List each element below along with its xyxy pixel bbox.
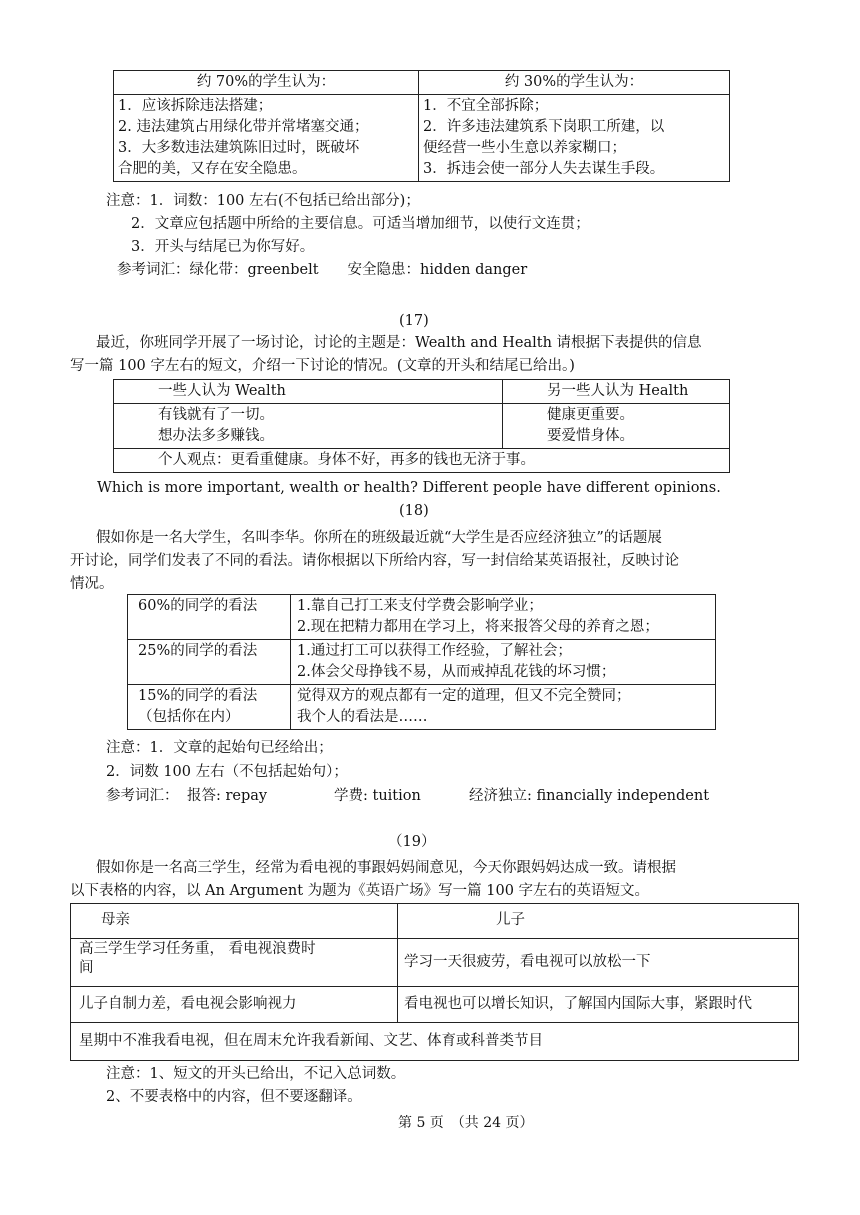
sec18-label-line: 15%的同学的看法 xyxy=(138,688,258,705)
sec19-r3: 星期中不准我看电视，但在周末允许我看新闻、文艺、体育或科普类节目 xyxy=(71,1023,799,1061)
sec18-row-content xyxy=(291,685,716,730)
sec18-row-content xyxy=(291,640,716,685)
argument-table xyxy=(70,903,799,1061)
table1-col1-line: 3．大多数违法建筑陈旧过时，既破坏 xyxy=(118,140,360,157)
sec19-r1c2: 学习一天很疲劳，看电视可以放松一下 xyxy=(398,939,799,987)
sec19-note: 2、不要表格中的内容，但不要逐翻译。 xyxy=(106,1089,362,1105)
section-18-intro: 假如你是一名大学生，名叫李华。你所在的班级最近就“大学生是否应经济独立”的话题展 xyxy=(96,530,662,546)
sec19-col2-header: 儿子 xyxy=(398,904,799,939)
sec18-vocab-label: 参考词汇： xyxy=(106,788,179,804)
section-19-number: （19） xyxy=(388,834,436,850)
sec18-content-line: 1.通过打工可以获得工作经验，了解社会； xyxy=(297,643,572,660)
section-19-intro: 以下表格的内容，以 An Argument 为题为《英语广场》写一篇 100 字左右的英语短文。 xyxy=(70,883,650,899)
wealth-health-table xyxy=(113,379,730,473)
sec17-col2-content xyxy=(503,404,730,449)
notes1-line: 2．文章应包括题中所给的主要信息。可适当增加细节，以使行文连贯； xyxy=(131,216,590,232)
sec17-col1-header: 一些人认为 Wealth xyxy=(114,380,503,404)
sec18-content-line: 2.现在把精力都用在学习上，将来报答父母的养育之恩； xyxy=(297,619,659,636)
section-18-intro: 情况。 xyxy=(70,576,114,592)
table1-col2-header: 约 30%的学生认为： xyxy=(419,71,730,95)
section-17-intro: 写一篇 100 字左右的短文，介绍一下讨论的情况。(文章的开头和结尾已给出。) xyxy=(70,358,575,374)
section-17-intro: 最近，你班同学开展了一场讨论，讨论的主题是：Wealth and Health 请根据下表提供的信息 xyxy=(96,335,702,351)
sec18-content-line: 觉得双方的观点都有一定的道理，但又不完全赞同； xyxy=(297,688,631,705)
section-19-intro: 假如你是一名高三学生，经常为看电视的事跟妈妈闹意见，今天你跟妈妈达成一致。请根据 xyxy=(96,860,676,876)
section-18-intro: 开讨论，同学们发表了不同的看法。请你根据以下所给内容，写一封信给某英语报社，反映讨论 xyxy=(70,553,679,569)
sec18-note: 2．词数 100 左右（不包括起始句）； xyxy=(106,764,348,780)
table1-col1-line: 合肥的美，又存在安全隐患。 xyxy=(118,161,307,178)
sec18-content-line: 1.靠自己打工来支付学费会影响学业； xyxy=(297,598,543,614)
sec18-content-line: 2.体会父母挣钱不易，从而戒掉乱花钱的坏习惯； xyxy=(297,664,616,681)
opinion-table-1 xyxy=(113,70,730,182)
sec18-label-line: 60%的同学的看法 xyxy=(138,598,258,614)
table1-col2-line: 1．不宜全部拆除； xyxy=(423,98,549,115)
table1-col1-line: 1．应该拆除违法搭建； xyxy=(118,98,273,115)
notes1-line: 注意：1．词数：100 左右(不包括已给出部分)； xyxy=(106,193,420,209)
sec17-col2-header: 另一些人认为 Health xyxy=(503,380,730,404)
sec17-col1-content xyxy=(114,404,503,449)
page-footer: 第 5 页 （共 24 页） xyxy=(398,1115,534,1131)
sec18-vocab-item: 报答: repay xyxy=(187,788,268,804)
section-17-number: (17) xyxy=(399,313,429,329)
sec18-vocab-item: 学费: tuition xyxy=(334,788,421,804)
table1-col2-line: 2．许多违法建筑系下岗职工所建，以 xyxy=(423,119,665,136)
sec17-col2-line: 健康更重要。 xyxy=(547,407,634,424)
sec18-vocab-item: 经济独立: financially independent xyxy=(469,788,710,804)
table1-col1-content xyxy=(114,95,419,182)
section-17-opening: Which is more important, wealth or health? Different people have different opinions. xyxy=(97,480,721,496)
sec19-col1-header: 母亲 xyxy=(71,904,398,939)
sec17-col1-line: 有钱就有了一切。 xyxy=(158,407,274,424)
sec18-row-label xyxy=(128,685,291,730)
sec18-note: 注意：1．文章的起始句已经给出； xyxy=(106,740,333,756)
section-18-number: (18) xyxy=(399,503,429,519)
sec18-row-label xyxy=(128,595,291,640)
sec17-col2-line: 要爱惜身体。 xyxy=(547,428,634,445)
sec17-personal-view: 个人观点：更看重健康。身体不好，再多的钱也无济于事。 xyxy=(114,449,730,473)
sec19-r1c1 xyxy=(71,939,398,987)
sec18-row-label xyxy=(128,640,291,685)
sec18-content-line: 我个人的看法是…… xyxy=(297,709,428,726)
sec19-r1c1-line: 高三学生学习任务重， 看电视浪费时 xyxy=(79,941,316,957)
table1-col2-content xyxy=(419,95,730,182)
sec17-col1-line: 想办法多多赚钱。 xyxy=(158,428,274,445)
table1-col2-line: 便经营一些小生意以养家糊口； xyxy=(423,140,626,157)
sec18-row-content xyxy=(291,595,716,640)
sec18-label-line: 25%的同学的看法 xyxy=(138,643,258,660)
notes1-line: 3．开头与结尾已为你写好。 xyxy=(131,239,315,255)
table1-col1-line: 2. 违法建筑占用绿化带并常堵塞交通； xyxy=(118,119,369,136)
opinion-table-18 xyxy=(127,594,716,730)
table1-col2-line: 3．拆违会使一部分人失去谋生手段。 xyxy=(423,161,665,178)
vocab1: 参考词汇：绿化带：greenbelt 安全隐患：hidden danger xyxy=(117,262,528,278)
sec19-r2c2: 看电视也可以增长知识，了解国内国际大事，紧跟时代 xyxy=(398,987,799,1023)
sec19-r1c1-line: 间 xyxy=(79,959,94,976)
sec18-label-line: （包括你在内） xyxy=(138,709,240,726)
sec19-r2c1: 儿子自制力差，看电视会影响视力 xyxy=(71,987,398,1023)
sec19-note: 注意：1、短文的开头已给出，不记入总词数。 xyxy=(106,1066,406,1082)
table1-col1-header: 约 70%的学生认为： xyxy=(114,71,419,95)
